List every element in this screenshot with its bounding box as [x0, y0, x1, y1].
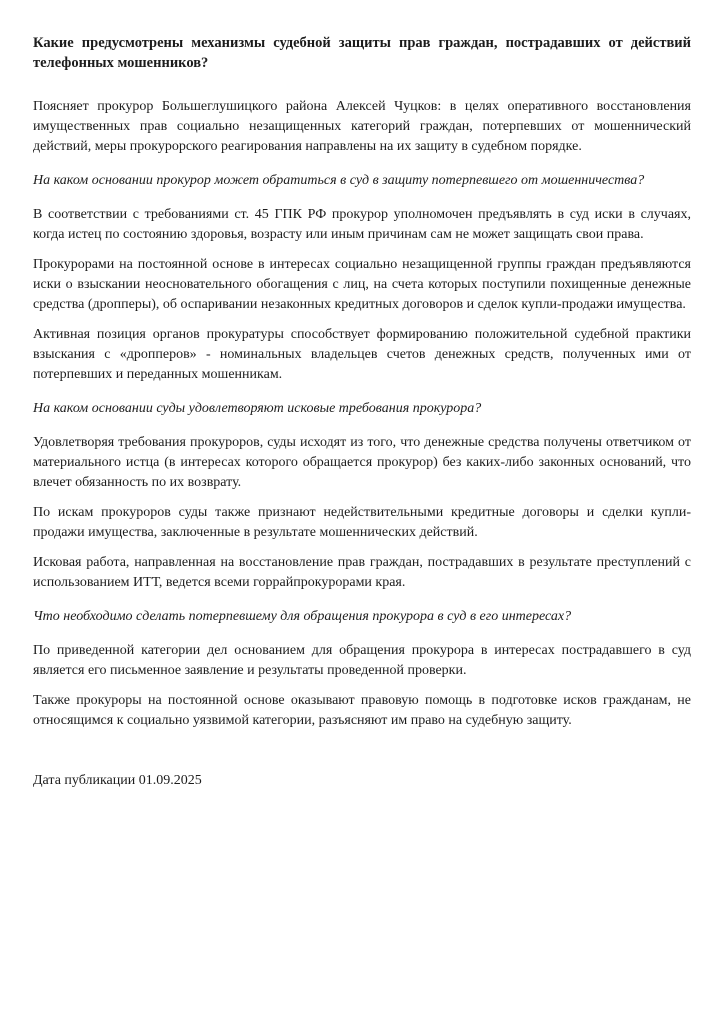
answer-paragraph: По искам прокуроров суды также признают недействительными кредитные договоры и сделки купли-продажи имущества, заключенные в результате мошеннических действий. — [33, 505, 691, 540]
question-2: На каком основании суды удовлетворяют исковые требования прокурора? — [33, 401, 482, 416]
answer-paragraph: Также прокуроры на постоянной основе оказывают правовую помощь в подготовке исков гражданам, не относящимся к социально уязвимой категории, разъясняют им право на судебную защиту. — [33, 693, 691, 728]
answer-paragraph: Активная позиция органов прокуратуры способствует формированию положительной судебной практики взыскания с «дропперов» - номинальных владельцев счетов денежных средств, полученных ими от потерпевших и переданных мошенникам. — [33, 327, 691, 382]
answer-paragraph: Прокурорами на постоянной основе в интересах социально незащищенной группы граждан предъявляются иски о взыскании неосновательного обогащения с лиц, на счета которых поступили похищенные денежные средства (дропперы), об оспаривании незаконных кредитных договоров и сделок купли-продажи имущества. — [33, 257, 691, 312]
document-title: Какие предусмотрены механизмы судебной защиты прав граждан, пострадавших от действий телефонных мошенников? — [33, 35, 691, 71]
question-1: На каком основании прокурор может обратиться в суд в защиту потерпевшего от мошенничества? — [33, 173, 645, 188]
answer-paragraph: По приведенной категории дел основанием для обращения прокурора в интересах пострадавшего в суд является его письменное заявление и результаты проведенной проверки. — [33, 643, 691, 678]
publication-date: Дата публикации 01.09.2025 — [33, 773, 202, 788]
answer-paragraph: Исковая работа, направленная на восстановление прав граждан, пострадавших в результате преступлений с использованием ИТТ, ведется всеми горрайпрокурорами края. — [33, 555, 691, 590]
intro-paragraph: Поясняет прокурор Большеглушицкого района Алексей Чуцков: в целях оперативного восстановления имущественных прав социально незащищенных категорий граждан, потерпевших от мошеннический действий, меры прокурорского реагирования направлены на их защиту в судебном порядке. — [33, 99, 691, 154]
question-3: Что необходимо сделать потерпевшему для обращения прокурора в суд в его интересах? — [33, 609, 572, 624]
answer-paragraph: В соответствии с требованиями ст. 45 ГПК РФ прокурор уполномочен предъявлять в суд иски в случаях, когда истец по состоянию здоровья, возрасту или иным причинам сам не может защищать свои права. — [33, 207, 691, 242]
answer-paragraph: Удовлетворяя требования прокуроров, суды исходят из того, что денежные средства получены ответчиком от материального истца (в интересах которого обращается прокурор) без каких-либо законных оснований, что влечет обязанность по их возврату. — [33, 435, 691, 490]
document-body — [33, 97, 691, 731]
